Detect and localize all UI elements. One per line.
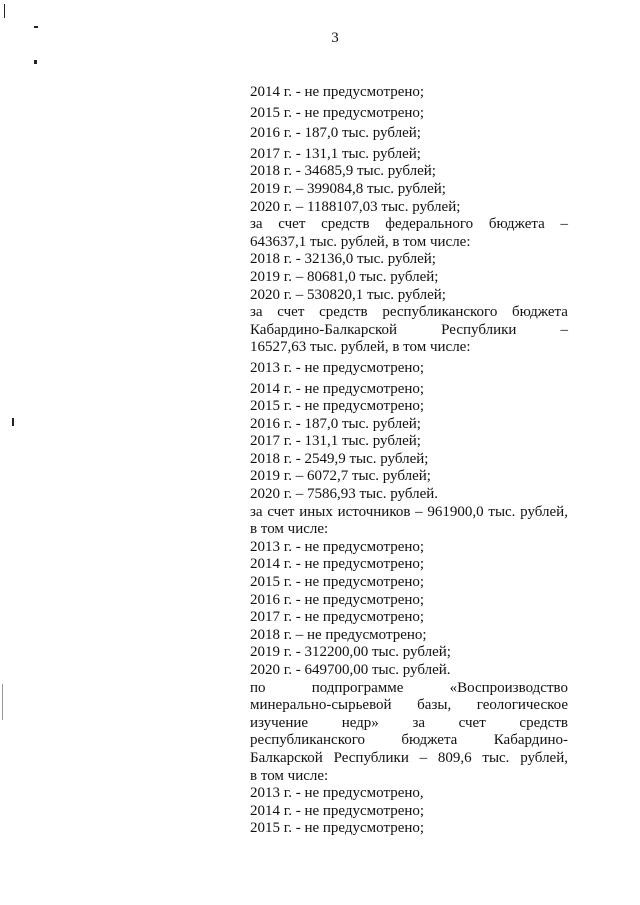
text-line: 2015 г. - не предусмотрено; <box>250 574 425 591</box>
text-line: 2014 г. - не предусмотрено; <box>250 380 425 397</box>
text-line: 2013 г. - не предусмотрено, <box>250 785 424 802</box>
word: республиканского <box>250 732 365 749</box>
word: «Воспроизводство <box>449 679 568 696</box>
word: по <box>250 679 266 696</box>
text-line: в том числе: <box>250 521 329 538</box>
page-number: 3 <box>331 30 339 46</box>
word: республиканского <box>382 304 498 321</box>
word: средств <box>321 216 370 233</box>
text-line: 2020 г. - 649700,00 тыс. рублей. <box>250 662 451 678</box>
word: – <box>560 216 568 233</box>
word: геологическое <box>476 697 568 714</box>
word: Кабардино-Балкарской <box>250 321 398 338</box>
word: рублей, <box>520 749 568 766</box>
scan-mark <box>2 684 3 720</box>
word: – <box>560 321 568 338</box>
text-line: 2017 г. - 131,1 тыс. рублей; <box>250 145 421 162</box>
text-line: 2016 г. - не предусмотрено; <box>250 591 425 608</box>
text-line: 2016 г. - 187,0 тыс. рублей; <box>250 415 421 432</box>
word: минерально-сырьевой <box>250 697 392 714</box>
word: счет <box>458 714 486 731</box>
text-line: 2014 г. - не предусмотрено; <box>250 802 425 819</box>
word: – <box>419 749 428 766</box>
word: 961900,0 <box>427 503 484 520</box>
word: – <box>415 503 423 520</box>
word: бюджета <box>512 304 568 321</box>
word: федерального <box>385 216 474 233</box>
text-line: 2018 г. - 32136,0 тыс. рублей; <box>250 251 436 268</box>
text-line: 2014 г. - не предусмотрено; <box>250 84 425 100</box>
subprogram-line <box>250 715 568 733</box>
word: изучение <box>250 714 309 731</box>
scan-mark <box>34 26 38 28</box>
text-line: 2015 г. - не предусмотрено; <box>250 398 425 415</box>
text-line: 16527,63 тыс. рублей, в том числе: <box>250 339 471 356</box>
text-line: 2017 г. - не предусмотрено; <box>250 609 425 626</box>
word: средств <box>319 304 368 321</box>
word: недр» <box>341 714 379 731</box>
republic-budget-line <box>250 322 568 340</box>
text-line: 2015 г. - не предусмотрено; <box>250 820 425 837</box>
word: за <box>412 714 426 731</box>
text-line: в том числе: <box>250 767 329 784</box>
text-line: 2016 г. - 187,0 тыс. рублей; <box>250 125 421 142</box>
word: подпрограмме <box>311 679 404 696</box>
subprogram-line <box>250 750 568 768</box>
text-line: 2017 г. - 131,1 тыс. рублей; <box>250 433 421 450</box>
word: за <box>250 503 263 520</box>
word: Балкарской <box>250 749 323 766</box>
text-line: 2019 г. - 312200,00 тыс. рублей; <box>250 644 451 661</box>
text-line: 2019 г. – 80681,0 тыс. рублей; <box>250 268 439 285</box>
text-line: 2018 г. - 34685,9 тыс. рублей; <box>250 163 436 180</box>
text-line: 2018 г. – не предусмотрено; <box>250 626 427 643</box>
other-sources-line <box>250 504 568 522</box>
word: рублей, <box>520 503 568 520</box>
word: бюджета <box>488 216 545 233</box>
scan-mark <box>12 418 14 426</box>
word: Республики <box>333 749 409 766</box>
text-line: 2015 г. - не предусмотрено; <box>250 104 425 121</box>
text-line: 2020 г. – 530820,1 тыс. рублей; <box>250 286 446 303</box>
word: иных <box>299 503 333 520</box>
text-line: 2020 г. – 7586,93 тыс. рублей. <box>250 486 439 503</box>
text-line: 2018 г. - 2549,9 тыс. рублей; <box>250 450 429 467</box>
word: счет <box>267 503 295 520</box>
word: тыс. <box>482 749 510 766</box>
word: счет <box>278 216 306 233</box>
word: счет <box>277 304 305 321</box>
word: за <box>250 216 263 233</box>
text-line: 2013 г. - не предусмотрено; <box>250 538 425 555</box>
word: базы, <box>417 697 452 714</box>
text-line: 2013 г. - не предусмотрено; <box>250 359 425 376</box>
word: Кабардино- <box>493 732 568 749</box>
subprogram-line <box>250 680 568 698</box>
document-body <box>250 84 568 838</box>
text-line: 2019 г. – 399084,8 тыс. рублей; <box>250 180 446 197</box>
text-line: 2019 г. – 6072,7 тыс. рублей; <box>250 468 431 485</box>
text-line: 2020 г. – 1188107,03 тыс. рублей; <box>250 198 461 215</box>
subprogram-line <box>250 732 568 750</box>
word: источников <box>337 503 411 520</box>
word: за <box>250 304 263 321</box>
word: средств <box>519 714 568 731</box>
text-line: 643637,1 тыс. рублей, в том числе: <box>250 233 471 250</box>
word: 809,6 <box>437 749 472 766</box>
text-line: 2014 г. - не предусмотрено; <box>250 556 425 573</box>
subprogram-line <box>250 697 568 715</box>
federal-budget-line <box>250 216 568 234</box>
republic-budget-line <box>250 304 568 322</box>
scan-mark <box>34 60 37 64</box>
word: Республики <box>441 321 517 338</box>
scan-mark <box>4 4 5 18</box>
word: бюджета <box>401 732 458 749</box>
word: тыс. <box>488 503 516 520</box>
